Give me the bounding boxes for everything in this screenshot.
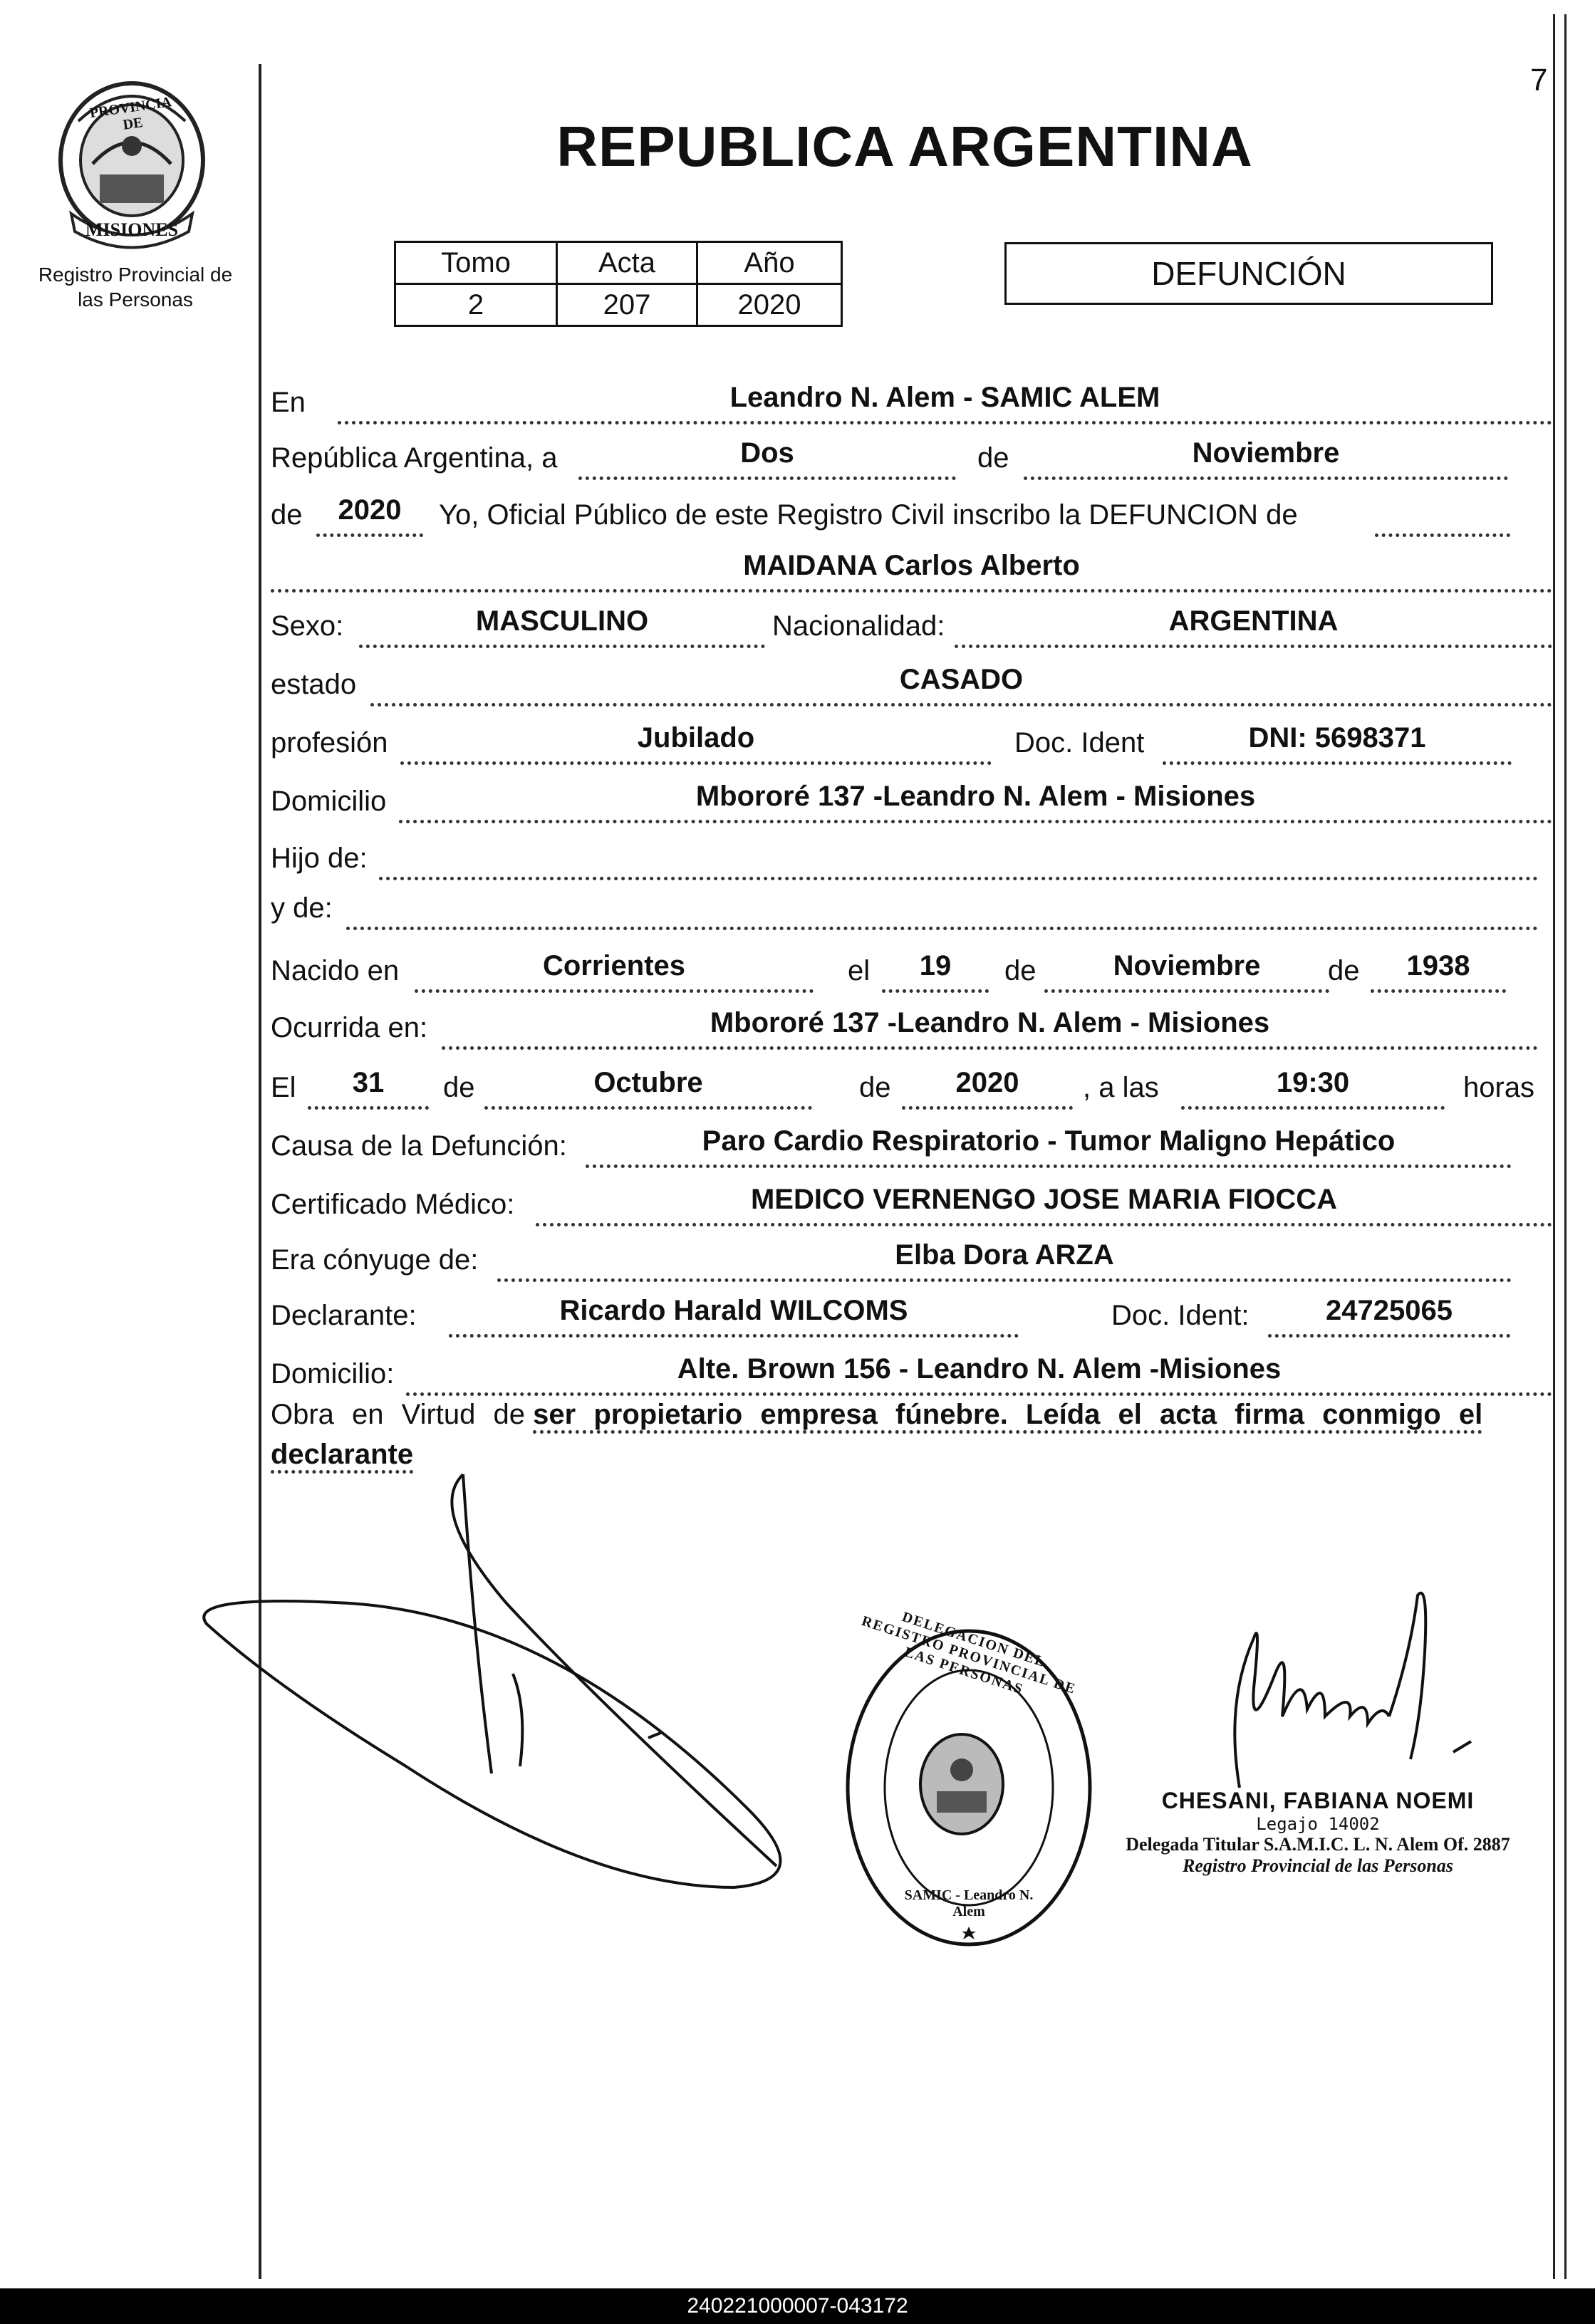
declarant-signature — [192, 1467, 876, 1909]
field-hijo-de — [379, 858, 1538, 880]
label-causa: Causa de la Defunción: — [271, 1130, 567, 1162]
value-nac-mes: Noviembre — [1113, 950, 1261, 981]
value-causa: Paro Cardio Respiratorio - Tumor Maligno Hepático — [702, 1125, 1396, 1157]
value-nombre: MAIDANA Carlos Alberto — [743, 550, 1080, 581]
value-ocurrida-en: Mbororé 137 -Leandro N. Alem - Misiones — [710, 1007, 1270, 1038]
value-sexo: MASCULINO — [475, 605, 649, 637]
official-cargo: Delegada Titular S.A.M.I.C. L. N. Alem Of. 2887 — [1126, 1834, 1510, 1855]
row-domicilio — [271, 781, 1552, 823]
label-profesion: profesión — [271, 727, 388, 759]
label-ocurrida-en: Ocurrida en: — [271, 1012, 428, 1043]
field-certificado — [536, 1184, 1552, 1226]
anio-label: Año — [697, 242, 842, 284]
row-nacido — [271, 950, 1552, 993]
tomo-label: Tomo — [395, 242, 557, 284]
value-nacionalidad: ARGENTINA — [1168, 605, 1339, 637]
row-conyuge — [271, 1239, 1552, 1282]
row-estado — [271, 664, 1552, 707]
row-y-de — [271, 887, 1552, 930]
page-title: REPUBLICA ARGENTINA — [556, 115, 1253, 178]
value-mes: Noviembre — [1192, 437, 1340, 469]
logo-caption-line1: Registro Provincial de — [38, 264, 233, 286]
value-nac-anio: 1938 — [1406, 950, 1470, 981]
logo-top-text: PROVINCIA DE — [88, 94, 173, 133]
label-doc-ident-declarante: Doc. Ident: — [1111, 1300, 1249, 1331]
value-obra: ser propietario empresa fúnebre. Leída el acta firma conmigo el — [533, 1399, 1482, 1434]
label-en: En — [271, 387, 306, 418]
row-declarante — [271, 1295, 1552, 1338]
value-profesion: Jubilado — [637, 722, 755, 754]
official-registro: Registro Provincial de las Personas — [1183, 1855, 1453, 1876]
official-name: CHESANI, FABIANA NOEMI — [1161, 1788, 1475, 1813]
value-def-mes: Octubre — [593, 1067, 703, 1098]
registry-table — [394, 241, 843, 327]
field-sexo — [359, 605, 765, 648]
label-certificado: Certificado Médico: — [271, 1189, 515, 1220]
left-margin-line — [259, 64, 261, 2279]
logo-caption — [21, 262, 249, 312]
label-de-def-mes: de — [443, 1072, 475, 1103]
label-yo-texto: Yo, Oficial Público de este Registro Civil inscribo la DEFUNCION de — [439, 499, 1298, 531]
field-nac-anio — [1371, 950, 1506, 993]
page-number: 7 — [1530, 63, 1548, 98]
row-ocurrida — [271, 1007, 1552, 1050]
row-anio-texto — [271, 494, 1552, 537]
label-y-de: y de: — [271, 892, 333, 924]
value-anio: 2020 — [338, 494, 402, 526]
row-certificado — [271, 1184, 1552, 1226]
field-nac-dia — [882, 950, 989, 993]
row-hijo-de — [271, 838, 1552, 880]
value-nacido-en: Corrientes — [542, 950, 686, 981]
label-nacionalidad: Nacionalidad: — [772, 610, 945, 642]
value-dia: Dos — [740, 437, 794, 469]
field-def-anio — [902, 1067, 1073, 1110]
field-estado — [370, 664, 1552, 707]
value-certificado: MEDICO VERNENGO JOSE MARIA FIOCCA — [750, 1184, 1338, 1215]
label-a-las: , a las — [1083, 1072, 1159, 1103]
logo-bottom-text: MISIONES — [85, 219, 179, 240]
value-nac-dia: 19 — [919, 950, 952, 981]
value-declarante: Ricardo Harald WILCOMS — [559, 1295, 908, 1326]
field-conyuge — [497, 1239, 1512, 1282]
value-conyuge: Elba Dora ARZA — [895, 1239, 1114, 1271]
value-obra-2: declarante — [271, 1439, 413, 1474]
label-declarante: Declarante: — [271, 1300, 417, 1331]
row-causa — [271, 1125, 1552, 1168]
value-declarante-doc: 24725065 — [1326, 1295, 1453, 1326]
label-doc-ident: Doc. Ident — [1014, 727, 1145, 759]
row-profesion — [271, 722, 1552, 765]
label-el-def: El — [271, 1072, 296, 1103]
field-profesion — [400, 722, 992, 765]
field-domicilio — [399, 781, 1552, 823]
field-y-de — [346, 908, 1538, 930]
field-nombre — [271, 550, 1552, 593]
tomo-value: 2 — [395, 284, 557, 326]
right-border-line-2 — [1564, 14, 1567, 2279]
field-mes — [1024, 437, 1508, 480]
label-de-anio: de — [271, 499, 303, 531]
acta-value: 207 — [557, 284, 697, 326]
footer-document-code: 240221000007-043172 — [0, 2288, 1595, 2324]
row-sexo — [271, 605, 1552, 648]
label-republica: República Argentina, a — [271, 442, 558, 474]
field-causa — [586, 1125, 1512, 1168]
label-de-def-anio: de — [859, 1072, 891, 1103]
row-fecha — [271, 437, 1552, 480]
field-dni — [1163, 722, 1512, 765]
field-def-mes — [484, 1067, 812, 1110]
value-def-anio: 2020 — [955, 1067, 1019, 1098]
obra-en-virtud — [271, 1395, 1553, 1474]
label-domicilio: Domicilio — [271, 786, 387, 817]
label-hijo-de: Hijo de: — [271, 843, 368, 874]
field-def-dia — [308, 1067, 429, 1110]
field-continuation — [1375, 515, 1510, 537]
field-nacido-en — [415, 950, 814, 993]
field-def-hora — [1181, 1067, 1445, 1110]
right-border-line — [1553, 14, 1555, 2279]
label-de-nac-anio: de — [1328, 955, 1360, 986]
label-domicilio-declarante: Domicilio: — [271, 1358, 395, 1390]
label-obra: Obra en Virtud de — [271, 1399, 526, 1430]
row-en — [271, 382, 1552, 424]
value-lugar: Leandro N. Alem - SAMIC ALEM — [729, 382, 1160, 413]
field-lugar — [338, 382, 1552, 424]
label-conyuge: Era cónyuge de: — [271, 1244, 479, 1276]
field-dia — [578, 437, 956, 480]
anio-value: 2020 — [697, 284, 842, 326]
seal-ring-text: DELEGACION DEL REGISTRO PROVINCIAL DE LAS PERSONAS — [859, 1609, 1079, 1698]
label-sexo: Sexo: — [271, 610, 344, 642]
value-domicilio-declarante: Alte. Brown 156 - Leandro N. Alem -Misiones — [677, 1353, 1282, 1385]
logo-caption-line2: las Personas — [78, 288, 193, 311]
value-dni: DNI: 5698371 — [1248, 722, 1426, 754]
acta-label: Acta — [557, 242, 697, 284]
official-block — [1090, 1788, 1546, 1877]
label-el-nac: el — [848, 955, 871, 986]
field-nacionalidad — [955, 605, 1552, 648]
misiones-coat-of-arms-logo — [50, 78, 214, 249]
label-horas: horas — [1463, 1072, 1535, 1103]
official-legajo: Legajo 14002 — [1256, 1814, 1380, 1834]
row-fecha-defuncion — [271, 1067, 1552, 1110]
label-de-nac-mes: de — [1004, 955, 1037, 986]
field-anio — [316, 494, 423, 537]
label-nacido-en: Nacido en — [271, 955, 400, 986]
value-estado: CASADO — [899, 664, 1024, 695]
value-domicilio: Mbororé 137 -Leandro N. Alem - Misiones — [695, 781, 1256, 812]
seal-inner-text: SAMIC - Leandro N. Alem — [904, 1887, 1034, 1919]
label-de-mes: de — [977, 442, 1009, 474]
value-def-hora: 19:30 — [1276, 1067, 1350, 1098]
field-declarante-doc — [1268, 1295, 1510, 1338]
row-nombre — [271, 550, 1552, 593]
label-estado: estado — [271, 669, 357, 700]
official-seal-stamp — [841, 1609, 1097, 1952]
field-nac-mes — [1044, 950, 1329, 993]
value-def-dia: 31 — [352, 1067, 385, 1098]
field-ocurrida-en — [442, 1007, 1538, 1050]
row-domicilio-declarante — [271, 1353, 1552, 1396]
document-type-box: DEFUNCIÓN — [1004, 242, 1493, 305]
field-domicilio-declarante — [406, 1353, 1552, 1396]
official-signature — [1183, 1574, 1496, 1802]
field-declarante — [449, 1295, 1019, 1338]
